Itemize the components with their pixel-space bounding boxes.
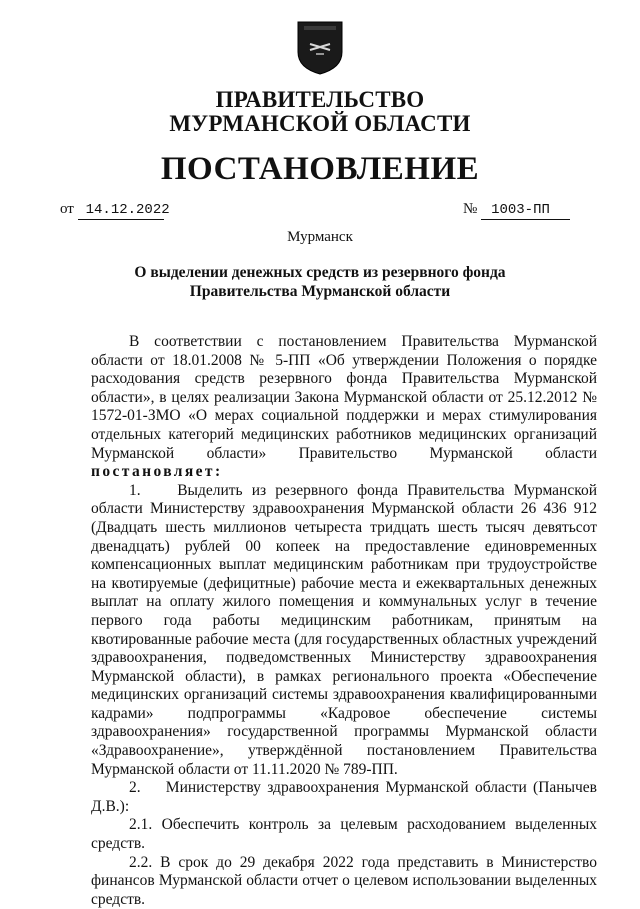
city-label: Мурманск	[287, 229, 353, 245]
subject-line2: Правительства Мурманской области	[189, 283, 451, 300]
paragraph-2-2: 2.2. В срок до 29 декабря 2022 года представить в Министерство финансов Мурманской области отчет о целевом использовании выделенных средств.	[91, 853, 597, 908]
coat-of-arms-icon	[296, 18, 344, 76]
document-number	[463, 200, 570, 220]
intro-text: В соответствии с постановлением Правительства Мурманской области от 18.01.2008 № 5-ПП «Об утверждении Положения о порядке расходования средств резервного фонда Правительства Мурманской области», в целях реализации Закона Мурманской области от 25.12.2012 № 1572-01-ЗМО «О мерах социальной поддержки и мерах стимулирования отдельных категорий медицинских работников медицинских организаций Мурманской области» Правительство Мурманской области	[91, 333, 597, 462]
paragraph-2-1: 2.1. Обеспечить контроль за целевым расходованием выделенных средств.	[91, 816, 597, 853]
document-body	[91, 333, 597, 909]
document-subject	[0, 263, 640, 301]
government-title-line2: МУРМАНСКОЙ ОБЛАСТИ	[169, 111, 471, 136]
date-value: 14.12.2022	[78, 201, 164, 220]
paragraph-2: 2. Министерству здравоохранения Мурманской области (Панычев Д.В.):	[91, 779, 597, 815]
document-type-title: ПОСТАНОВЛЕНИЕ	[160, 151, 480, 187]
decree-word: постановляет:	[91, 463, 223, 481]
number-prefix: №	[463, 201, 478, 217]
intro-paragraph	[91, 333, 597, 482]
subject-line1: О выделении денежных средств из резервного фонда	[134, 264, 506, 281]
document-date	[60, 200, 170, 220]
number-value: 1003-ПП	[481, 201, 570, 220]
paragraph-1: 1. Выделить из резервного фонда Правительства Мурманской области Министерству здравоохранения Мурманской области 26 436 912 (Двадцать шесть миллионов четыреста тридцать шесть тысяч девятьсот двенадцать) рублей 00 копеек на предоставление единовременных компенсационных выплат медицинским работникам при трудоустройстве на квотируемые (дефицитные) рабочие места и ежеквартальных денежных выплат на оплату жилого помещения и коммунальных услуг в течение первого года работы медицинским работникам, принятым на квотированные рабочие места (для государственных областных учреждений здравоохранения, подведомственных Министерству здравоохранения Мурманской области), в рамках регионального проекта «Обеспечение медицинских организаций системы здравоохранения квалифицированными кадрами» подпрограммы «Кадровое обеспечение системы здравоохранения» государственной программы Мурманской области «Здравоохранение», утверждённой постановлением Правительства Мурманской области от 11.11.2020 № 789-ПП.	[91, 481, 597, 778]
government-title-line1: ПРАВИТЕЛЬСТВО	[215, 87, 425, 112]
date-prefix: от	[60, 201, 74, 217]
